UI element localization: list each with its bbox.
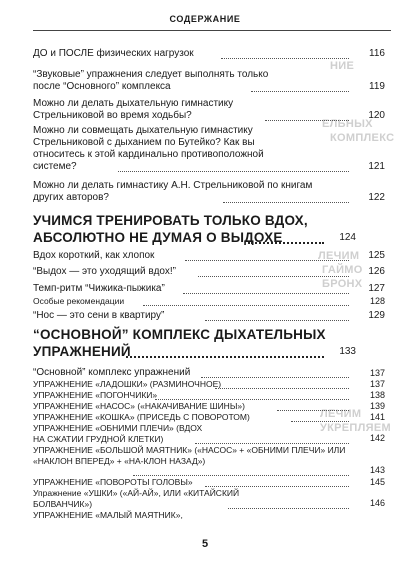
entry-page: 145	[369, 477, 385, 487]
toc-entry[interactable]	[33, 488, 385, 510]
toc-entry[interactable]	[33, 69, 385, 93]
toc-entry[interactable]	[33, 423, 385, 445]
entry-title: ДО и ПОСЛЕ физических нагрузок	[33, 48, 194, 59]
entry-page: 143	[369, 465, 385, 475]
entry-title: “Нос — это сени в квартиру”	[33, 310, 165, 321]
entry-title: Можно ли делать гимнастику А.Н. Стрельниковой по книгам других авторов?	[33, 180, 313, 203]
entry-page: 137	[369, 368, 385, 378]
section-heading[interactable]	[33, 212, 353, 246]
section-heading[interactable]	[33, 326, 353, 360]
entry-title: УПРАЖНЕНИЕ «ПОГОНЧИКИ»	[33, 390, 158, 400]
entry-title: “Звуковые” упражнения следует выполнять только после “Основного” комплекса	[33, 69, 269, 92]
entry-title: УПРАЖНЕНИЕ «БОЛЬШОЙ МАЯТНИК» («НАСОС» + «ОБНИМИ ПЛЕЧИ» ИЛИ «НАКЛОН ВПЕРЕД» + «НА-КЛОН НАЗАД»)	[33, 445, 346, 466]
entry-title: Темп-ритм “Чижика-пыжика”	[33, 283, 165, 294]
entry-page: 116	[369, 48, 385, 59]
entry-page: 128	[369, 296, 385, 306]
header-title: СОДЕРЖАНИЕ	[169, 14, 241, 24]
entry-title: Вдох короткий, как хлопок	[33, 250, 155, 261]
entry-page: 146	[369, 498, 385, 508]
toc-entry[interactable]	[33, 48, 385, 60]
toc-entry[interactable]	[33, 412, 385, 423]
toc-entry[interactable]	[33, 125, 385, 173]
entry-page: 129	[368, 310, 385, 321]
section-title: УЧИМСЯ ТРЕНИРОВАТЬ ТОЛЬКО ВДОХ, АБСОЛЮТНО НЕ ДУМАЯ О ВЫДОХЕ	[33, 213, 308, 245]
toc-entry[interactable]	[33, 368, 385, 379]
section-title: “ОСНОВНОЙ” КОМПЛЕКС ДЫХАТЕЛЬНЫХ УПРАЖНЕНИЙ	[33, 327, 326, 359]
entry-title: УПРАЖНЕНИЕ «МАЛЫЙ МАЯТНИК»,	[33, 510, 183, 520]
section-page: 133	[339, 346, 356, 357]
entry-title: УПРАЖНЕНИЕ «НАСОС» («НАКАЧИВАНИЕ ШИНЫ»)	[33, 401, 245, 411]
entry-page: 139	[369, 401, 385, 411]
page-number: 5	[201, 538, 209, 550]
toc-entry[interactable]	[33, 379, 385, 390]
toc-entry[interactable]	[33, 310, 385, 322]
entry-page: 119	[369, 81, 385, 92]
toc-entry[interactable]	[33, 180, 385, 204]
header-rule	[33, 30, 391, 31]
toc-entry[interactable]	[33, 510, 385, 521]
entry-page: 126	[368, 266, 385, 277]
entry-page: 137	[369, 379, 385, 389]
entry-title: Особые рекомендации	[33, 296, 125, 306]
toc-entry[interactable]	[33, 390, 385, 401]
entry-title: УПРАЖНЕНИЕ «ОБНИМИ ПЛЕЧИ» (ВДОХ НА СЖАТИИ ГРУДНОЙ КЛЕТКИ)	[33, 423, 203, 444]
entry-page: 141	[369, 412, 385, 422]
entry-title: “Выдох — это уходящий вдох!”	[33, 266, 176, 277]
toc-entry[interactable]	[33, 250, 385, 262]
toc-entry[interactable]	[33, 266, 385, 278]
entry-title: Можно ли совмещать дыхательную гимнастику Стрельниковой с дыханием по Бутейко? Как вы относитесь к этой кардинально противоположной системе?	[33, 125, 264, 172]
entry-title: Можно ли делать дыхательную гимнастику Стрельниковой во время ходьбы?	[33, 98, 234, 121]
toc-entry[interactable]	[33, 98, 385, 122]
entry-title: УПРАЖНЕНИЕ «ПОВОРОТЫ ГОЛОВЫ»	[33, 477, 193, 487]
entry-title: УПРАЖНЕНИЕ «КОШКА» (ПРИСЕДЬ С ПОВОРОТОМ)	[33, 412, 250, 422]
entry-title: “Основной” комплекс упражнений	[33, 367, 191, 378]
entry-title: УПРАЖНЕНИЕ «ЛАДОШКИ» (РАЗМИНОЧНОЕ)	[33, 379, 222, 389]
entry-title: Упражнение «УШКИ» («АЙ-АЙ», ИЛИ «КИТАЙСКИЙ БОЛВАНЧИК»)	[33, 488, 240, 509]
toc-entry[interactable]	[33, 283, 385, 295]
entry-page: 120	[368, 110, 385, 121]
toc-entry[interactable]	[33, 445, 385, 477]
entry-page: 122	[368, 192, 385, 203]
section-page: 124	[339, 232, 356, 243]
entry-page: 138	[369, 390, 385, 400]
entry-page: 121	[368, 161, 385, 172]
toc-entry[interactable]	[33, 477, 385, 488]
entry-page: 142	[369, 433, 385, 443]
toc-entry[interactable]	[33, 296, 385, 307]
entry-page: 127	[368, 283, 385, 294]
entry-page: 125	[368, 250, 385, 261]
toc-entry[interactable]	[33, 401, 385, 412]
